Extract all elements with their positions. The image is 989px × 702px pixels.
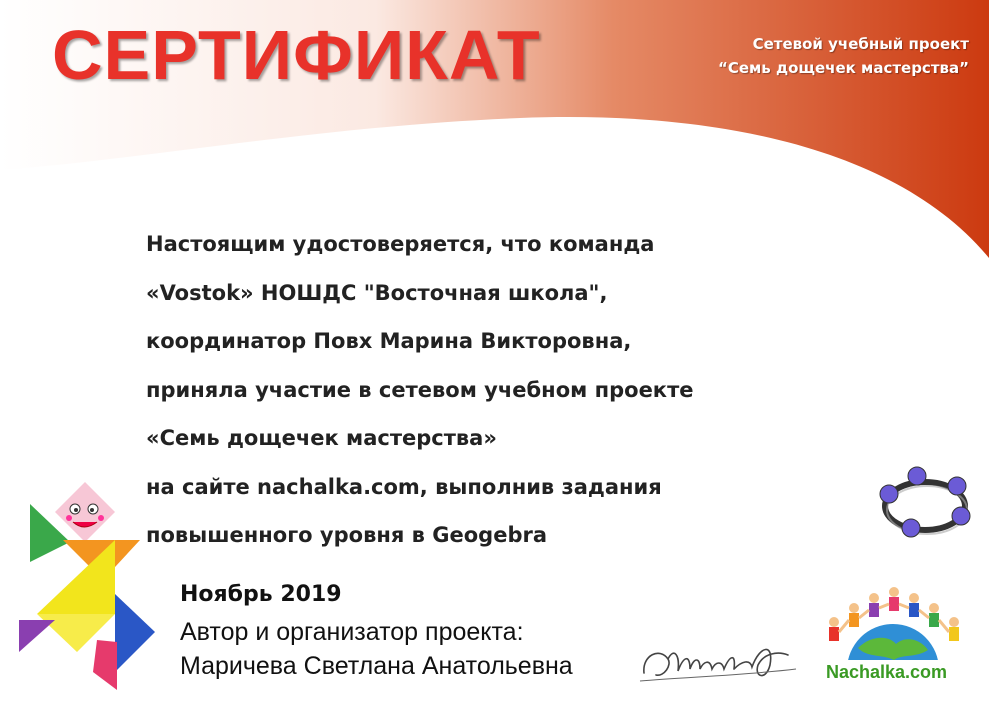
project-line-1: Сетевой учебный проект [752,35,969,53]
signature-icon [638,625,798,695]
body-line: Настоящим удостоверяется, что команда [146,232,655,256]
certificate-body [146,220,693,560]
author-name: Маричева Светлана Анатольевна [180,652,573,680]
body-line: повышенного уровня в Geogebra [146,523,547,547]
nachalka-logo-text: Nachalka.com [826,662,948,682]
project-line-2: “Семь дощечек мастерства” [718,59,969,77]
body-line: на сайте nachalka.com, выполнив задания [146,474,662,499]
body-line: координатор Повх Марина Викторовна, [146,329,632,353]
project-name [718,32,969,80]
certificate-title: СЕРТИФИКАТ [52,16,541,94]
body-line: «Vostok» НОШДС "Восточная школа", [146,280,608,305]
geogebra-logo-icon [875,460,973,540]
body-line: приняла участие в сетевом учебном проекте [146,377,694,402]
author-label: Автор и организатор проекта: [180,618,524,646]
issue-date: Ноябрь 2019 [180,582,342,607]
body-line: «Семь дощечек мастерства» [146,426,497,450]
tangram-figure-icon [15,482,155,692]
